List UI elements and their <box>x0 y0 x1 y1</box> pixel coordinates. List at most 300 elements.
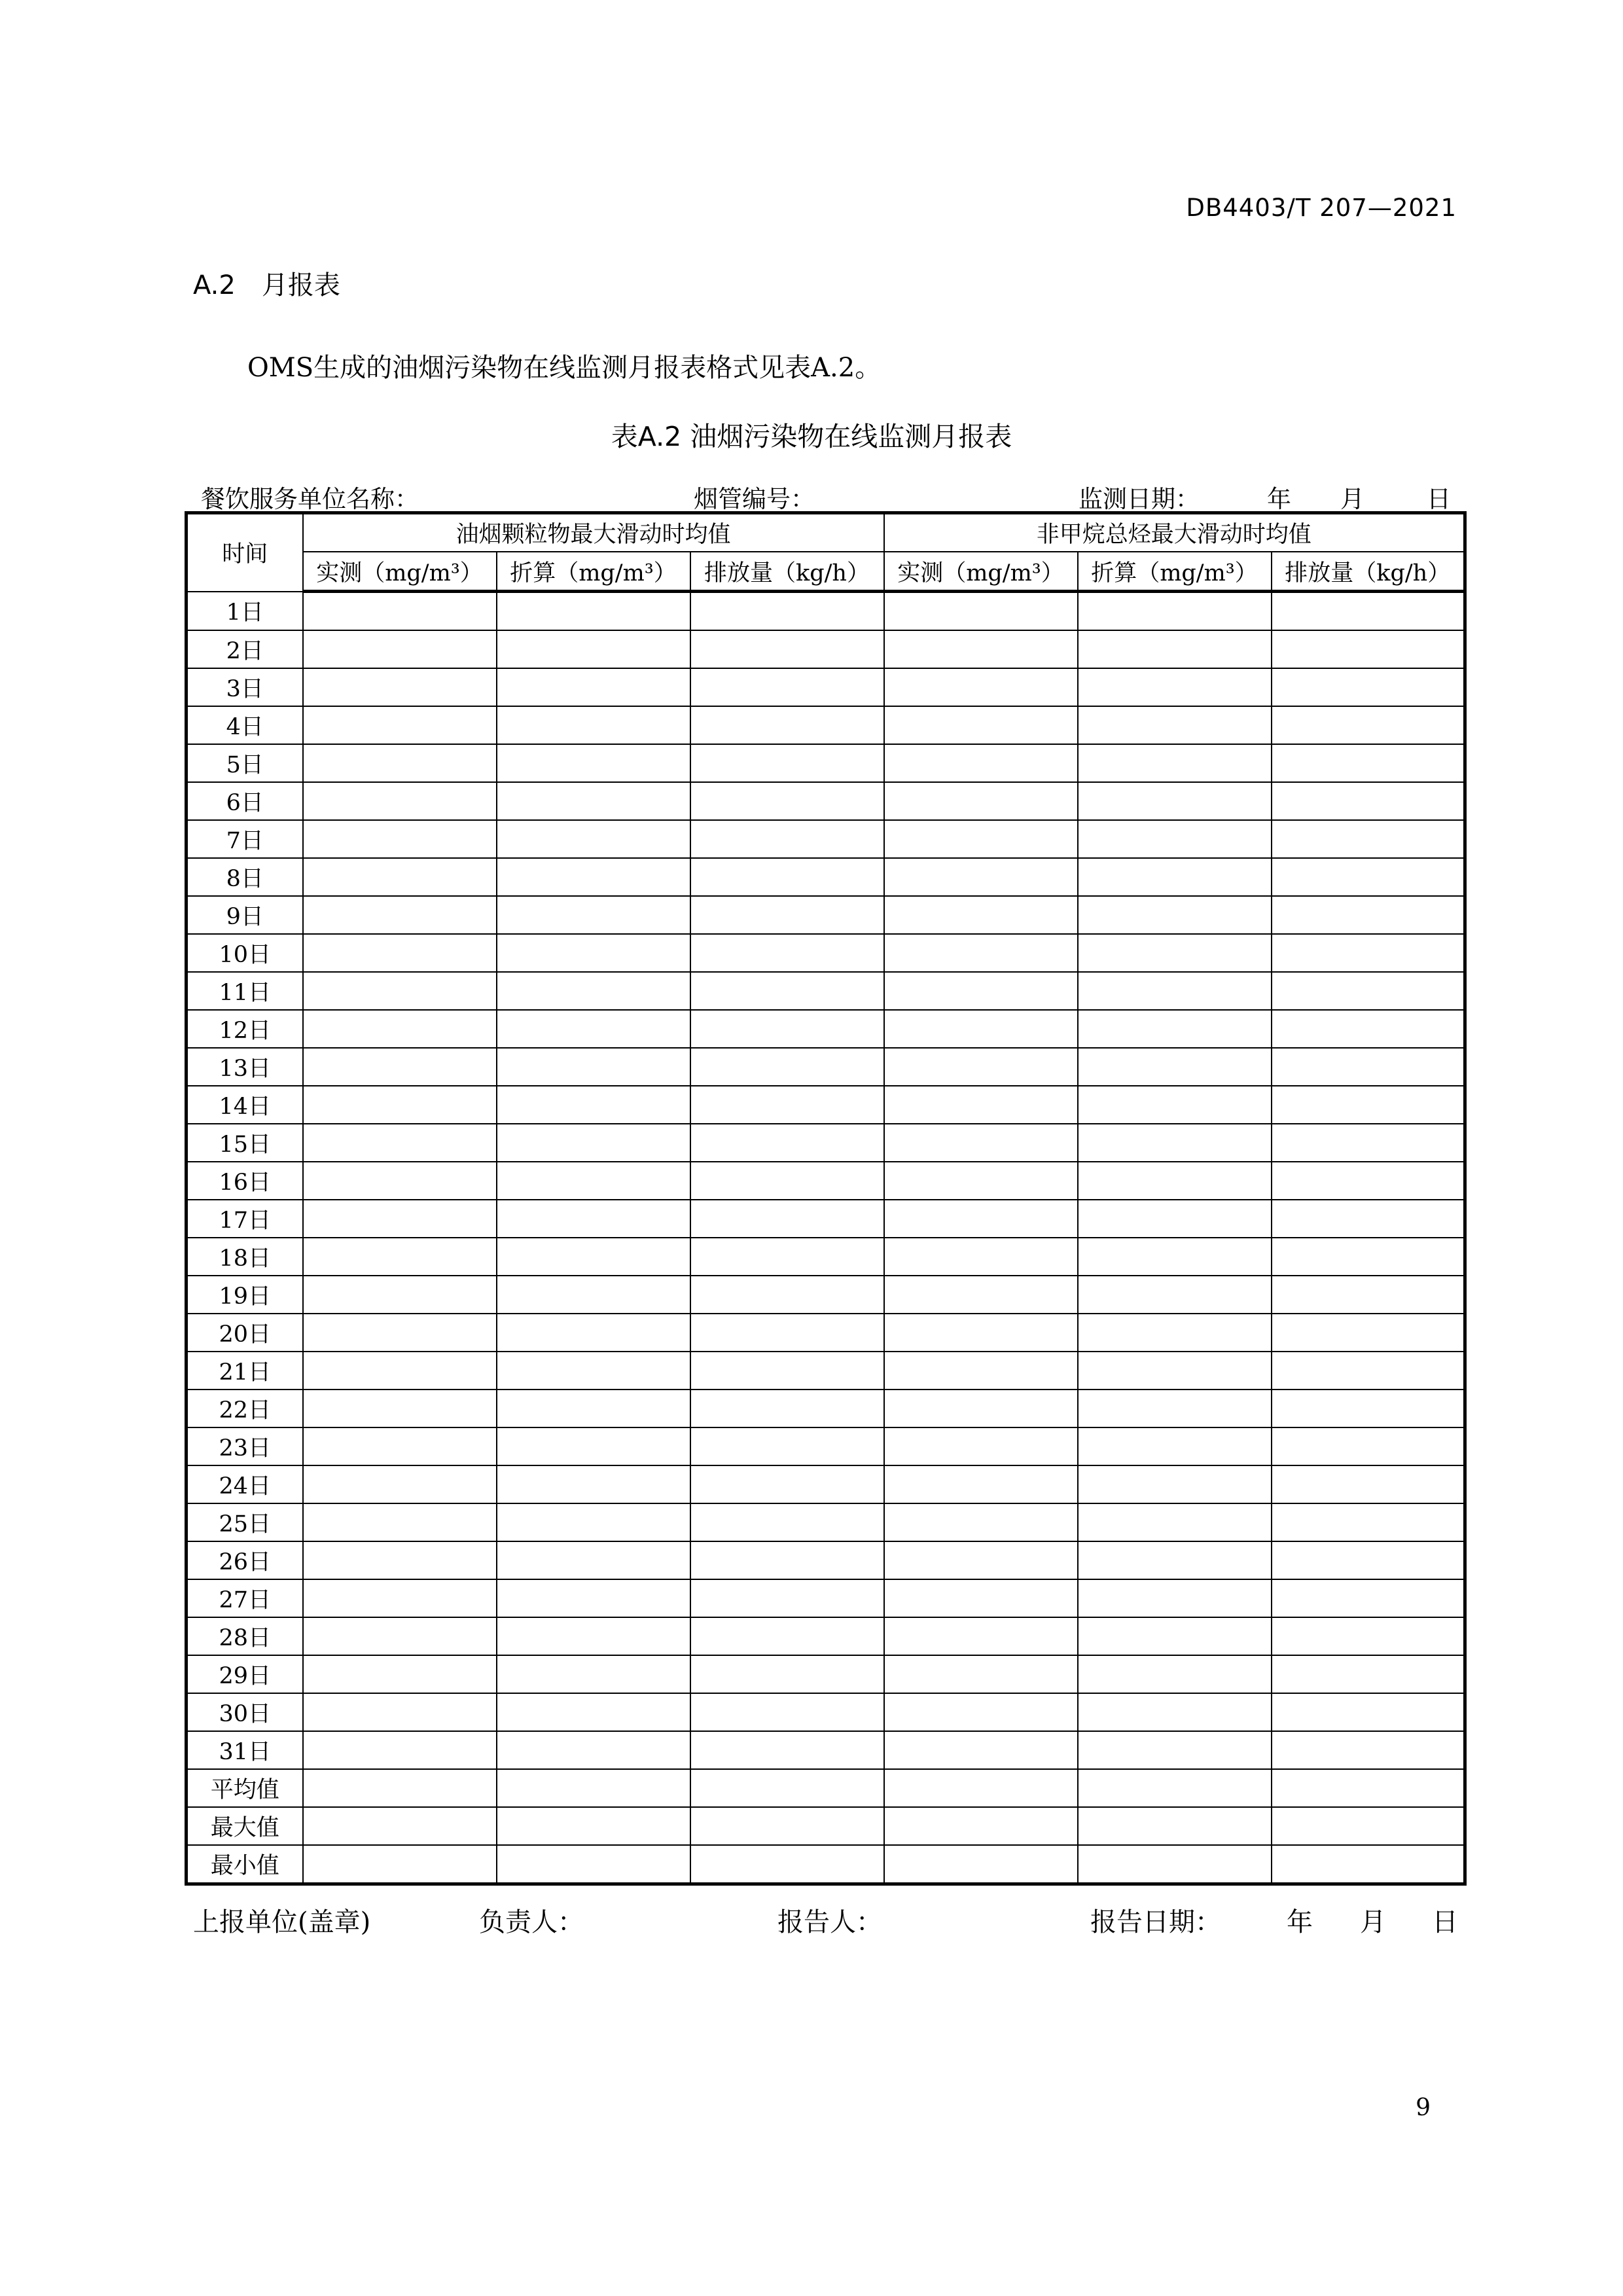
table-row <box>187 706 1465 744</box>
data-cell <box>303 1162 497 1200</box>
data-cell <box>1078 782 1272 820</box>
data-cell <box>1078 1579 1272 1617</box>
table-row <box>187 858 1465 896</box>
data-cell <box>303 1617 497 1655</box>
data-cell <box>497 1162 690 1200</box>
data-cell <box>690 592 884 631</box>
data-cell <box>1272 934 1465 972</box>
data-cell <box>884 1693 1078 1731</box>
data-cell <box>1078 1162 1272 1200</box>
data-cell <box>1078 1124 1272 1162</box>
data-cell <box>690 1465 884 1503</box>
data-cell <box>497 1845 690 1884</box>
data-cell <box>497 1731 690 1769</box>
data-cell <box>884 1124 1078 1162</box>
data-cell <box>303 1579 497 1617</box>
data-cell <box>690 630 884 668</box>
data-cell <box>497 1693 690 1731</box>
data-cell <box>884 630 1078 668</box>
data-cell <box>884 1314 1078 1352</box>
data-cell <box>303 782 497 820</box>
data-cell <box>1078 1693 1272 1731</box>
data-cell <box>497 1541 690 1579</box>
data-cell <box>1272 1238 1465 1276</box>
data-cell <box>690 1390 884 1427</box>
data-cell <box>884 972 1078 1010</box>
data-cell <box>303 1541 497 1579</box>
data-cell <box>497 896 690 934</box>
data-cell <box>690 1845 884 1884</box>
data-cell <box>303 1845 497 1884</box>
report-date-label: 报告日期： <box>1090 1907 1221 1937</box>
data-cell <box>1078 1238 1272 1276</box>
table-row <box>187 592 1465 631</box>
data-cell <box>1272 744 1465 782</box>
data-cell <box>884 1465 1078 1503</box>
row-label: 1日 <box>187 592 303 631</box>
data-cell <box>1272 1503 1465 1541</box>
data-cell <box>1078 1390 1272 1427</box>
responsible-person-label: 负责人： <box>479 1907 584 1937</box>
row-label: 26日 <box>187 1541 303 1579</box>
section-number: A.2 <box>193 270 236 300</box>
data-cell <box>690 782 884 820</box>
data-cell <box>303 1390 497 1427</box>
data-cell <box>884 1048 1078 1086</box>
data-cell <box>884 1731 1078 1769</box>
data-cell <box>690 972 884 1010</box>
oil-fume-group-header: 油烟颗粒物最大滑动时均值 <box>303 513 884 552</box>
row-label: 最小值 <box>187 1845 303 1884</box>
subheader-measured-oil: 实测（mg/m³） <box>303 552 497 592</box>
table-row <box>187 1086 1465 1124</box>
row-label: 27日 <box>187 1579 303 1617</box>
data-cell <box>303 1010 497 1048</box>
row-label: 24日 <box>187 1465 303 1503</box>
report-month-label: 月 <box>1360 1907 1386 1937</box>
table-header-row <box>187 513 1465 552</box>
data-cell <box>884 1769 1078 1807</box>
row-label: 16日 <box>187 1162 303 1200</box>
subheader-converted-oil: 折算（mg/m³） <box>497 552 690 592</box>
data-cell <box>497 782 690 820</box>
data-cell <box>1078 1807 1272 1845</box>
data-cell <box>1078 1086 1272 1124</box>
data-cell <box>1078 1276 1272 1314</box>
data-cell <box>884 1427 1078 1465</box>
data-cell <box>690 668 884 706</box>
data-cell <box>690 1617 884 1655</box>
data-cell <box>303 1465 497 1503</box>
row-label: 3日 <box>187 668 303 706</box>
monthly-report-table <box>185 511 1467 1886</box>
row-label: 25日 <box>187 1503 303 1541</box>
data-cell <box>1272 668 1465 706</box>
data-cell <box>884 1390 1078 1427</box>
monitoring-month-label: 月 <box>1340 485 1364 513</box>
subheader-converted-nmhc: 折算（mg/m³） <box>1078 552 1272 592</box>
data-cell <box>497 1124 690 1162</box>
data-cell <box>884 896 1078 934</box>
data-cell <box>1078 630 1272 668</box>
data-cell <box>884 1503 1078 1541</box>
table-row <box>187 820 1465 858</box>
row-label: 6日 <box>187 782 303 820</box>
section-heading <box>193 264 340 302</box>
data-cell <box>497 1390 690 1427</box>
data-cell <box>690 1427 884 1465</box>
data-cell <box>690 1693 884 1731</box>
table-row <box>187 1541 1465 1579</box>
data-cell <box>1078 1352 1272 1390</box>
data-cell <box>690 1579 884 1617</box>
data-cell <box>1272 1731 1465 1769</box>
table-row <box>187 668 1465 706</box>
data-cell <box>303 1731 497 1769</box>
data-cell <box>690 1086 884 1124</box>
monitoring-day-label: 日 <box>1427 485 1451 513</box>
data-cell <box>497 668 690 706</box>
data-cell <box>497 1086 690 1124</box>
data-cell <box>1272 706 1465 744</box>
data-cell <box>1078 1655 1272 1693</box>
table-row <box>187 934 1465 972</box>
data-cell <box>884 1200 1078 1238</box>
row-label: 17日 <box>187 1200 303 1238</box>
data-cell <box>1272 1048 1465 1086</box>
data-cell <box>884 1238 1078 1276</box>
data-cell <box>1078 592 1272 631</box>
data-cell <box>497 1048 690 1086</box>
data-cell <box>497 1427 690 1465</box>
data-cell <box>1272 1769 1465 1807</box>
data-cell <box>1078 934 1272 972</box>
table-subheader-row <box>187 552 1465 592</box>
data-cell <box>884 668 1078 706</box>
monitoring-date-label: 监测日期： <box>1079 485 1200 513</box>
data-cell <box>884 1086 1078 1124</box>
table-row <box>187 1238 1465 1276</box>
data-cell <box>303 1693 497 1731</box>
table-title: 表A.2 油烟污染物在线监测月报表 <box>611 421 1012 452</box>
data-cell <box>1078 1314 1272 1352</box>
data-cell <box>497 1807 690 1845</box>
subheader-emission-oil: 排放量（kg/h） <box>690 552 884 592</box>
document-number: DB4403/T 207—2021 <box>1186 194 1457 222</box>
table-row <box>187 1845 1465 1884</box>
data-cell <box>1078 1503 1272 1541</box>
table-row <box>187 1769 1465 1807</box>
data-cell <box>303 972 497 1010</box>
data-cell <box>1078 1010 1272 1048</box>
data-cell <box>884 820 1078 858</box>
data-cell <box>884 1617 1078 1655</box>
data-cell <box>1272 1655 1465 1693</box>
data-cell <box>690 1238 884 1276</box>
row-label: 22日 <box>187 1390 303 1427</box>
data-cell <box>1272 1617 1465 1655</box>
row-label: 23日 <box>187 1427 303 1465</box>
data-cell <box>497 1010 690 1048</box>
row-label: 11日 <box>187 972 303 1010</box>
row-label: 19日 <box>187 1276 303 1314</box>
table-row <box>187 896 1465 934</box>
data-cell <box>303 820 497 858</box>
data-cell <box>690 896 884 934</box>
row-label: 5日 <box>187 744 303 782</box>
data-cell <box>1272 1465 1465 1503</box>
data-cell <box>1272 972 1465 1010</box>
row-label: 14日 <box>187 1086 303 1124</box>
table-row <box>187 1693 1465 1731</box>
data-cell <box>690 1807 884 1845</box>
data-cell <box>497 972 690 1010</box>
subheader-measured-nmhc: 实测（mg/m³） <box>884 552 1078 592</box>
subheader-emission-nmhc: 排放量（kg/h） <box>1272 552 1465 592</box>
data-cell <box>1272 1124 1465 1162</box>
row-label: 21日 <box>187 1352 303 1390</box>
data-cell <box>1078 1769 1272 1807</box>
time-column-header: 时间 <box>187 513 303 592</box>
data-cell <box>1078 706 1272 744</box>
data-cell <box>1272 858 1465 896</box>
row-label: 2日 <box>187 630 303 668</box>
data-cell <box>690 1276 884 1314</box>
data-cell <box>303 1807 497 1845</box>
data-cell <box>1078 668 1272 706</box>
data-cell <box>884 744 1078 782</box>
data-cell <box>884 1579 1078 1617</box>
row-label: 12日 <box>187 1010 303 1048</box>
data-cell <box>303 1769 497 1807</box>
data-cell <box>690 1352 884 1390</box>
row-label: 31日 <box>187 1731 303 1769</box>
table-row <box>187 1276 1465 1314</box>
report-day-label: 日 <box>1432 1907 1458 1937</box>
pipe-number-label: 烟管编号： <box>694 485 815 513</box>
data-cell <box>690 1010 884 1048</box>
table-row <box>187 630 1465 668</box>
data-cell <box>303 1124 497 1162</box>
row-label: 10日 <box>187 934 303 972</box>
data-cell <box>303 1427 497 1465</box>
data-cell <box>497 1352 690 1390</box>
data-cell <box>303 630 497 668</box>
monitoring-year-label: 年 <box>1267 485 1291 513</box>
data-cell <box>497 592 690 631</box>
data-cell <box>303 1655 497 1693</box>
data-cell <box>884 1352 1078 1390</box>
data-cell <box>690 858 884 896</box>
data-cell <box>1078 1465 1272 1503</box>
table-row <box>187 1124 1465 1162</box>
data-cell <box>884 592 1078 631</box>
data-cell <box>690 1541 884 1579</box>
data-cell <box>690 1314 884 1352</box>
data-cell <box>884 1655 1078 1693</box>
table-row <box>187 1617 1465 1655</box>
data-cell <box>884 1541 1078 1579</box>
table-row <box>187 1807 1465 1845</box>
data-cell <box>690 706 884 744</box>
data-cell <box>690 1655 884 1693</box>
row-label: 28日 <box>187 1617 303 1655</box>
data-cell <box>497 820 690 858</box>
table-row <box>187 1579 1465 1617</box>
data-cell <box>690 1200 884 1238</box>
data-cell <box>497 934 690 972</box>
data-cell <box>1272 630 1465 668</box>
data-cell <box>497 630 690 668</box>
table-row <box>187 972 1465 1010</box>
data-cell <box>1272 1162 1465 1200</box>
table-row <box>187 1010 1465 1048</box>
data-cell <box>1272 1314 1465 1352</box>
table-row <box>187 1503 1465 1541</box>
table-row <box>187 1427 1465 1465</box>
table-row <box>187 1655 1465 1693</box>
data-cell <box>303 1503 497 1541</box>
data-cell <box>884 858 1078 896</box>
data-cell <box>497 744 690 782</box>
data-cell <box>1078 744 1272 782</box>
data-cell <box>1078 1617 1272 1655</box>
data-cell <box>690 1048 884 1086</box>
data-cell <box>303 744 497 782</box>
data-cell <box>690 1124 884 1162</box>
data-cell <box>303 668 497 706</box>
row-label: 4日 <box>187 706 303 744</box>
table-row <box>187 1465 1465 1503</box>
data-cell <box>1078 1845 1272 1884</box>
table-row <box>187 782 1465 820</box>
data-cell <box>497 706 690 744</box>
data-cell <box>1272 1086 1465 1124</box>
data-cell <box>884 1276 1078 1314</box>
data-cell <box>303 858 497 896</box>
nmhc-group-header: 非甲烷总烃最大滑动时均值 <box>884 513 1465 552</box>
data-cell <box>1272 1845 1465 1884</box>
data-cell <box>884 1807 1078 1845</box>
data-cell <box>690 1731 884 1769</box>
data-cell <box>1272 1541 1465 1579</box>
data-cell <box>1272 1352 1465 1390</box>
data-cell <box>303 592 497 631</box>
row-label: 8日 <box>187 858 303 896</box>
data-cell <box>1272 1276 1465 1314</box>
page-number: 9 <box>1416 2094 1431 2121</box>
row-label: 13日 <box>187 1048 303 1086</box>
intro-paragraph: OMS生成的油烟污染物在线监测月报表格式见表A.2。 <box>247 353 882 383</box>
data-cell <box>497 1200 690 1238</box>
row-label: 平均值 <box>187 1769 303 1807</box>
row-label: 9日 <box>187 896 303 934</box>
row-label: 最大值 <box>187 1807 303 1845</box>
data-cell <box>1272 782 1465 820</box>
data-cell <box>690 1162 884 1200</box>
table-row <box>187 1048 1465 1086</box>
data-cell <box>884 782 1078 820</box>
data-cell <box>884 1845 1078 1884</box>
data-cell <box>497 1503 690 1541</box>
data-cell <box>303 1200 497 1238</box>
data-cell <box>303 1238 497 1276</box>
data-cell <box>497 1276 690 1314</box>
table-body <box>187 592 1465 1884</box>
row-label: 29日 <box>187 1655 303 1693</box>
data-cell <box>884 706 1078 744</box>
row-label: 7日 <box>187 820 303 858</box>
table-row <box>187 1352 1465 1390</box>
data-cell <box>497 858 690 896</box>
row-label: 30日 <box>187 1693 303 1731</box>
row-label: 15日 <box>187 1124 303 1162</box>
data-cell <box>1078 1731 1272 1769</box>
data-cell <box>497 1769 690 1807</box>
data-cell <box>1272 1579 1465 1617</box>
reporter-label: 报告人： <box>777 1907 882 1937</box>
data-cell <box>690 934 884 972</box>
data-cell <box>1078 858 1272 896</box>
data-cell <box>690 744 884 782</box>
table-row <box>187 1314 1465 1352</box>
report-unit-label: 上报单位(盖章) <box>193 1907 371 1937</box>
data-cell <box>690 1769 884 1807</box>
row-label: 20日 <box>187 1314 303 1352</box>
table-row <box>187 744 1465 782</box>
data-cell <box>303 934 497 972</box>
row-label: 18日 <box>187 1238 303 1276</box>
report-year-label: 年 <box>1287 1907 1313 1937</box>
unit-name-label: 餐饮服务单位名称： <box>201 485 419 513</box>
data-cell <box>497 1314 690 1352</box>
data-cell <box>1272 592 1465 631</box>
table-row <box>187 1200 1465 1238</box>
data-cell <box>1272 1390 1465 1427</box>
data-cell <box>1272 1200 1465 1238</box>
data-cell <box>1272 1427 1465 1465</box>
data-cell <box>1272 1807 1465 1845</box>
table-row <box>187 1390 1465 1427</box>
data-cell <box>1078 820 1272 858</box>
data-cell <box>1078 972 1272 1010</box>
table-row <box>187 1162 1465 1200</box>
data-cell <box>303 896 497 934</box>
data-cell <box>497 1238 690 1276</box>
table-row <box>187 1731 1465 1769</box>
data-cell <box>303 1048 497 1086</box>
data-cell <box>497 1579 690 1617</box>
data-cell <box>303 706 497 744</box>
data-cell <box>497 1617 690 1655</box>
section-title: 月报表 <box>261 270 340 300</box>
data-cell <box>303 1276 497 1314</box>
data-cell <box>1078 1200 1272 1238</box>
data-cell <box>1078 1541 1272 1579</box>
data-cell <box>1272 820 1465 858</box>
data-cell <box>1272 1010 1465 1048</box>
data-cell <box>1078 896 1272 934</box>
data-cell <box>690 820 884 858</box>
data-cell <box>303 1352 497 1390</box>
data-cell <box>1272 1693 1465 1731</box>
data-cell <box>303 1086 497 1124</box>
data-cell <box>497 1465 690 1503</box>
data-cell <box>303 1314 497 1352</box>
data-cell <box>884 1162 1078 1200</box>
data-cell <box>497 1655 690 1693</box>
data-cell <box>690 1503 884 1541</box>
